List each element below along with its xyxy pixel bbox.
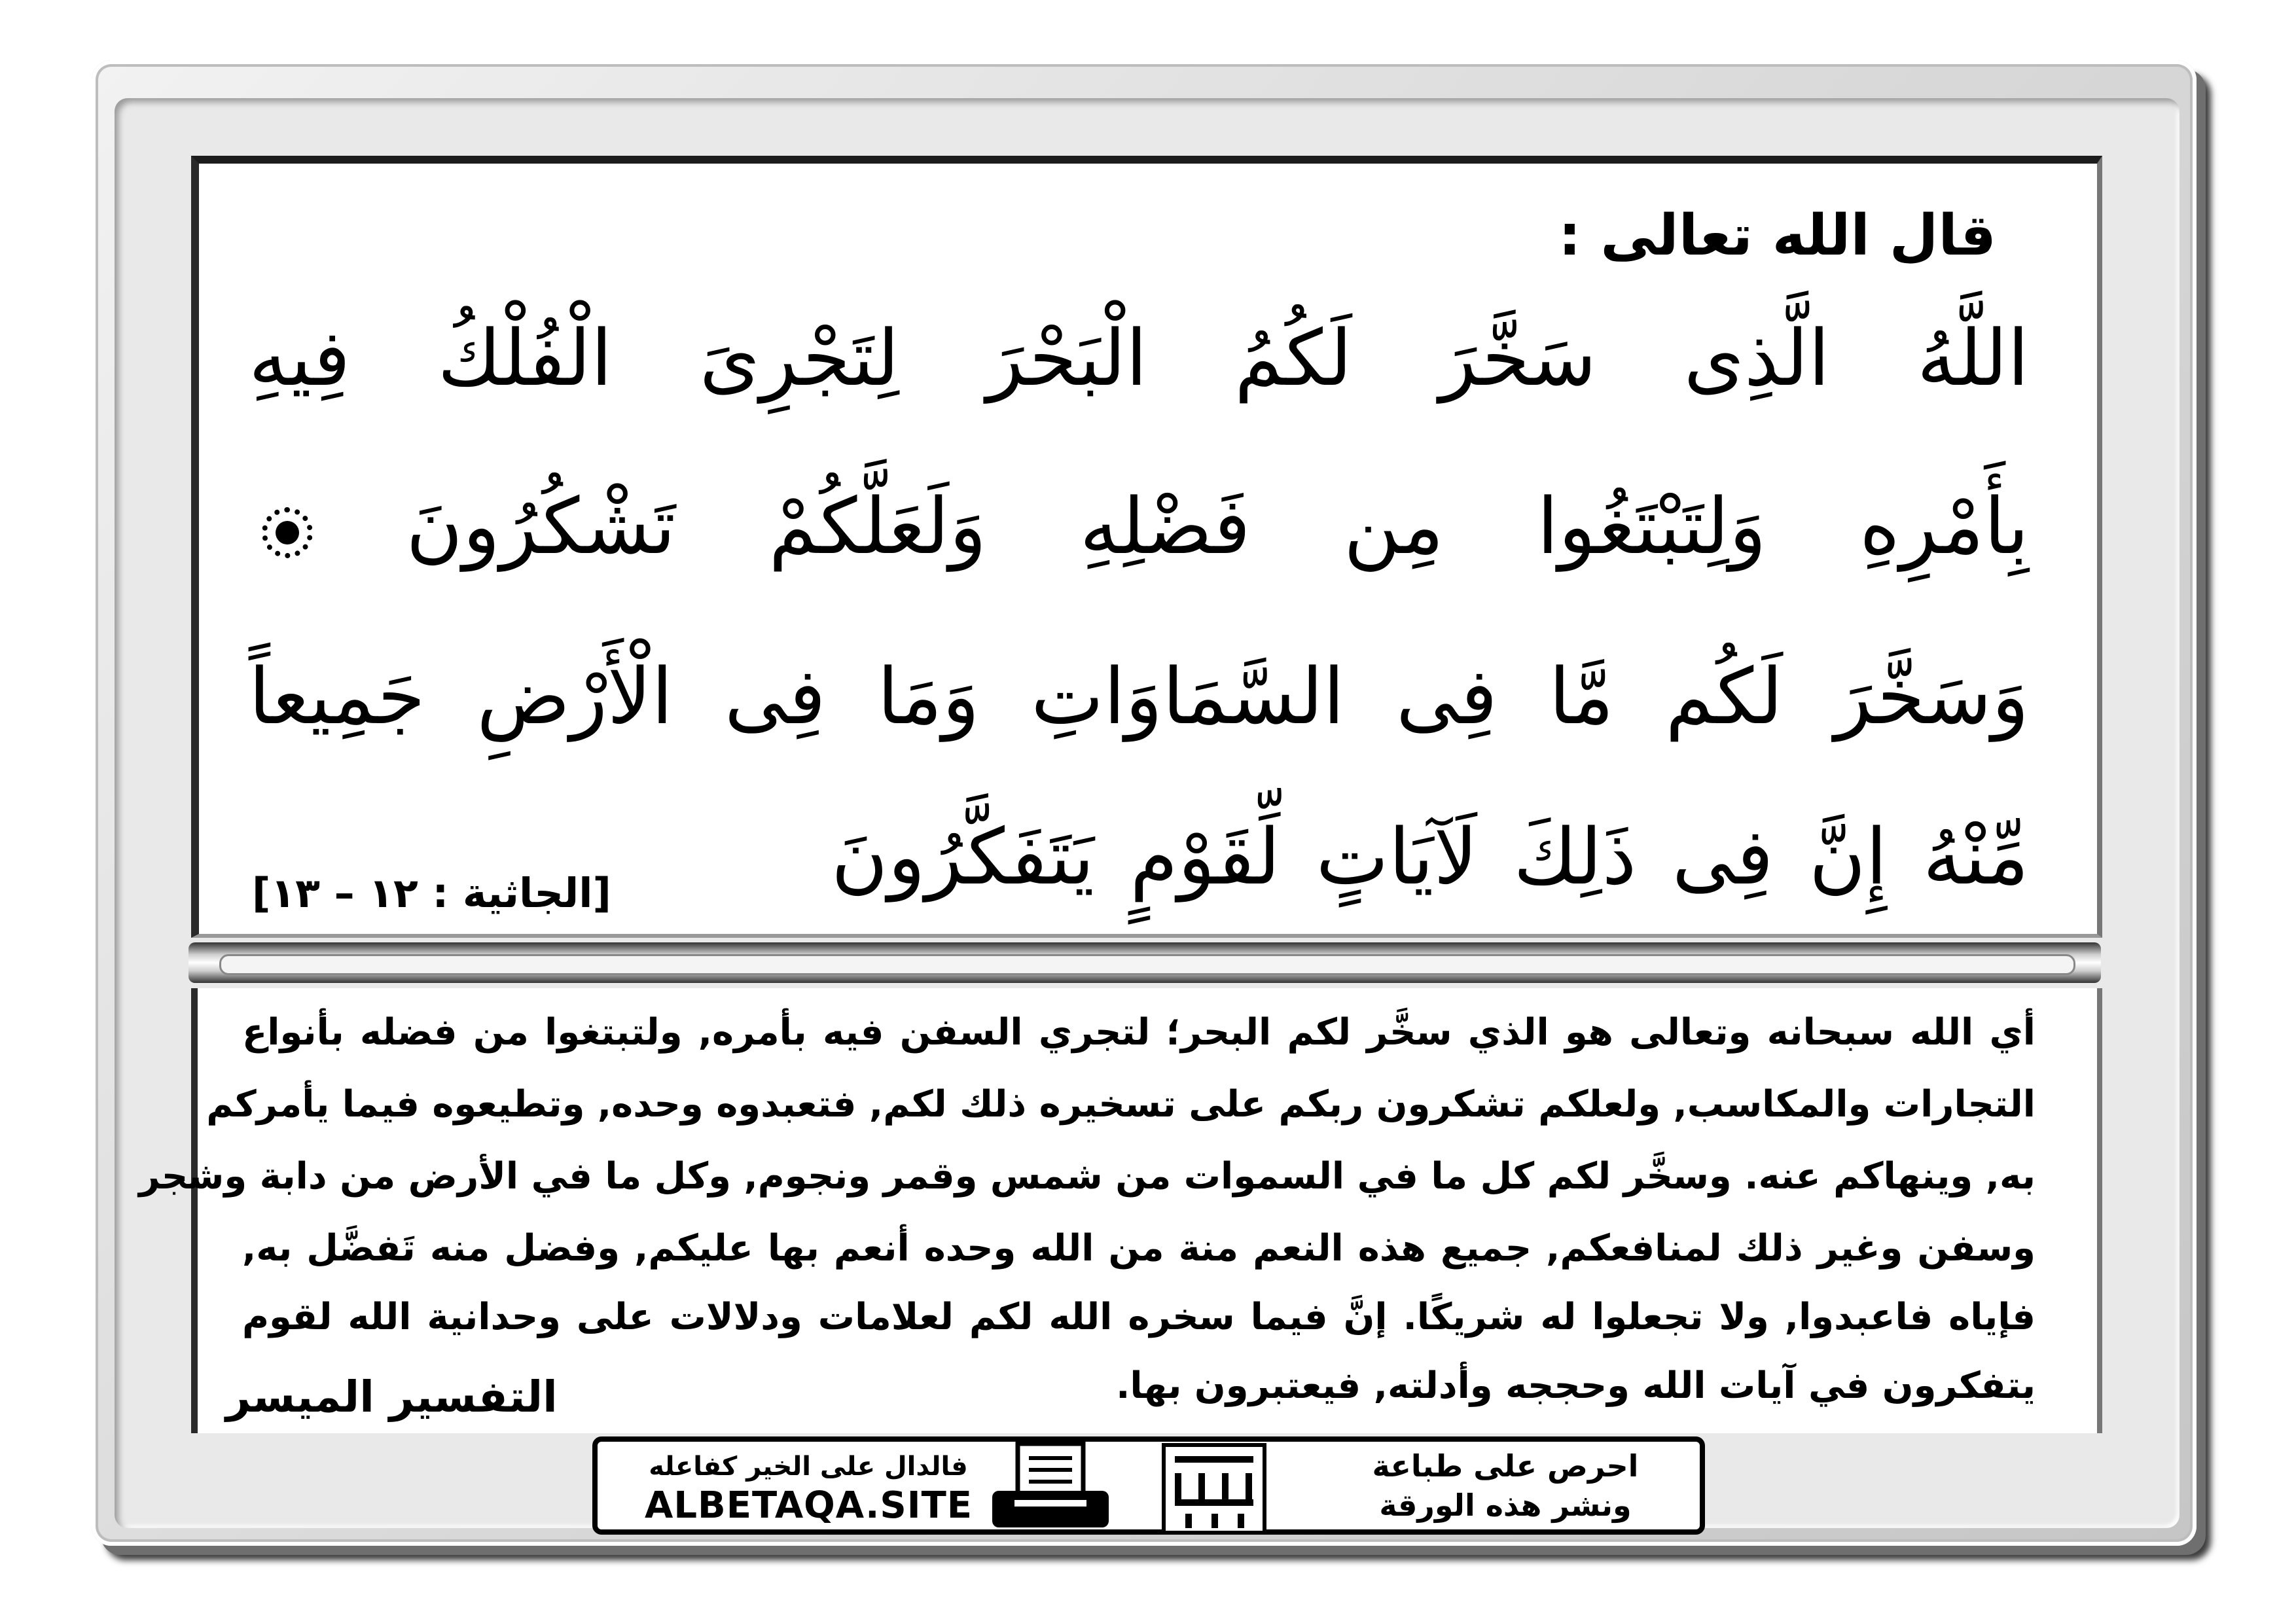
verse-line-4: مِّنْهُ إِنَّ فِى ذَلِكَ لَآيَاتٍ لِّقَوْمٍ يَتَفَكَّرُونَ: [831, 812, 2029, 902]
section-divider-inner: [219, 954, 2075, 975]
printer-icon: [988, 1440, 1113, 1531]
tafsir-line-6: يتفكرون في آيات الله وحججه وأدلته, فيعتبرون بها.: [1116, 1364, 2036, 1407]
verse-line-2-text: بِأَمْرِهِ وَلِتَبْتَغُوا مِن فَضْلِهِ وَلَعَلَّكُمْ تَشْكُرُونَ: [406, 481, 2029, 571]
footer-print-line-2: ونشر هذه الورقة: [1379, 1488, 1632, 1523]
verse-reference: [الجاثية : ١٢ – ١٣]: [252, 869, 611, 917]
ayah-end-icon: [262, 507, 313, 558]
verse-line-1: اللَّهُ الَّذِى سَخَّرَ لَكُمُ الْبَحْرَ لِتَجْرِىَ الْفُلْكُ فِيهِ: [249, 313, 2029, 403]
verse-line-2: [249, 481, 2029, 571]
tafsir-source: التفسير الميسر: [226, 1372, 558, 1422]
tafsir-line-1: أي الله سبحانه وتعالى هو الذي سخَّر لكم البحر؛ لتجري السفن فيه بأمره, ولتبتغوا من فضله بأنواع: [242, 1011, 2036, 1054]
tafsir-line-3: به, وينهاكم عنه. وسخَّر لكم كل ما في السموات من شمس وقمر ونجوم, وكل ما في الأرض من دابة وشجر: [139, 1155, 2036, 1198]
tafsir-line-2: التجارات والمكاسب, ولعلكم تشكرون ربكم على تسخيره ذلك لكم, فتعبدوه وحده, وتطيعوه فيما يأمركم: [206, 1083, 2036, 1126]
tafsir-line-4: وسفن وغير ذلك لمنافعكم, جميع هذه النعم منة من الله وحده أنعم بها عليكم, وفضل منه تَفضَّل به,: [242, 1227, 2036, 1270]
footer-proverb: فالدال على الخير كفاعله: [649, 1452, 968, 1482]
footer-print-line-1: احرص على طباعة: [1372, 1448, 1639, 1484]
tafsir-line-5: فإياه فاعبدوا, ولا تجعلوا له شريكًا. إنَّ فيما سخره الله لكم لعلامات ودلالات على وحدانية الله لقوم: [242, 1296, 2036, 1338]
logo-icon: [1162, 1443, 1266, 1535]
page-title: قال الله تعالى :: [1558, 203, 1996, 268]
footer-print-notice: [1348, 1446, 1662, 1525]
footer-site-link[interactable]: ALBETAQA.SITE: [645, 1484, 973, 1527]
verse-line-3: وَسَخَّرَ لَكُم مَّا فِى السَّمَاوَاتِ وَمَا فِى الْأَرْضِ جَمِيعاً: [249, 651, 2029, 741]
